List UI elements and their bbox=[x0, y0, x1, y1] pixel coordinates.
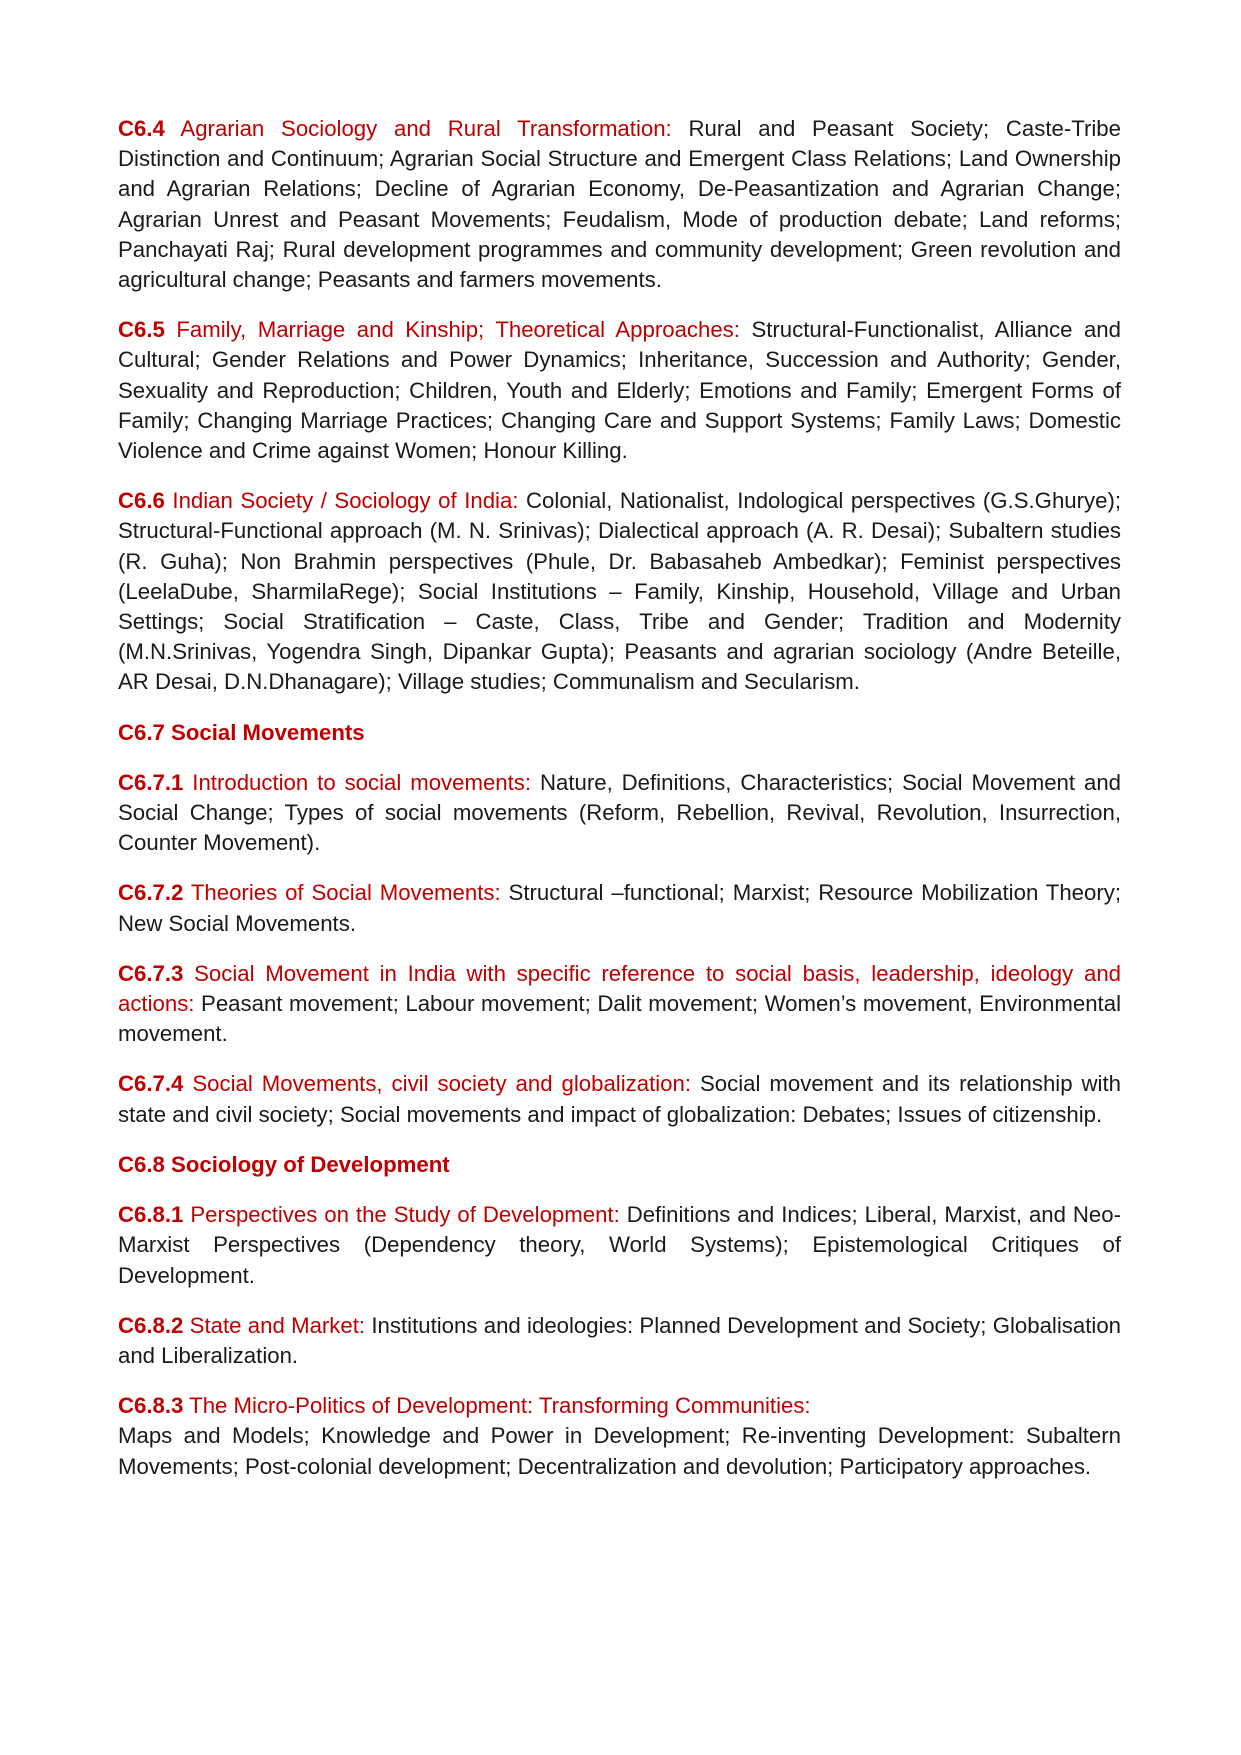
section-c6-8-3 bbox=[118, 1391, 1121, 1482]
section-title: State and Market: bbox=[183, 1312, 366, 1338]
section-body: Social movement and its relationship with state and civil society; Social movements and impact of globalization: Debates; Issues of citizenship. bbox=[118, 1071, 1121, 1127]
section-code: C6.7.2 bbox=[118, 880, 184, 906]
section-code: C6.8.1 bbox=[118, 1202, 184, 1228]
section-body: Maps and Models; Knowledge and Power in Development; Re-inventing Development: Subaltern Movements; Post-colonial development; Decentralization and devolution; Participatory approaches. bbox=[118, 1423, 1121, 1479]
section-code: C6.4 bbox=[118, 116, 165, 141]
section-body: Peasant movement; Labour movement; Dalit movement; Women’s movement, Environmental movement. bbox=[118, 991, 1121, 1047]
section-title: Theories of Social Movements: bbox=[183, 880, 501, 906]
section-code: C6.5 bbox=[118, 317, 165, 343]
section-title: Agrarian Sociology and Rural Transformation: bbox=[164, 116, 672, 141]
section-c6-7-1 bbox=[118, 768, 1121, 859]
section-body: Structural –functional; Marxist; Resource Mobilization Theory; New Social Movements. bbox=[118, 880, 1121, 936]
section-body: Colonial, Nationalist, Indological perspectives (G.S.Ghurye); Structural-Functional approach (M. N. Srinivas); Dialectical approach (A. R. Desai); Subaltern studies (R. Guha); Non Brahmin perspectives (Phule, Dr. Babasaheb Ambedkar); Feminist perspectives (LeelaDube, SharmilaRege); Social Institutions – Family, Kinship, Household, Village and Urban Settings; Social Stratification – Caste, Class, Tribe and Gender; Tradition and Modernity (M.N.Srinivas, Yogendra Singh, Dipankar Gupta); Peasants and agrarian sociology (Andre Beteille, AR Desai, D.N.Dhanagare); Village studies; Communalism and Secularism. bbox=[118, 488, 1121, 695]
section-code: C6.7.4 bbox=[118, 1071, 184, 1097]
section-body: Rural and Peasant Society; Caste-Tribe Distinction and Continuum; Agrarian Social Structure and Emergent Class Relations; Land Ownership and Agrarian Relations; Decline of Agrarian Economy, De-Peasantization and Agrarian Change; Agrarian Unrest and Peasant Movements; Feudalism, Mode of production debate; Land reforms; Panchayati Raj; Rural development programmes and community development; Green revolution and agricultural change; Peasants and farmers movements. bbox=[118, 116, 1121, 293]
section-body: Definitions and Indices; Liberal, Marxist, and Neo-Marxist Perspectives (Dependency theory, World Systems); Epistemological Critiques of Development. bbox=[118, 1202, 1121, 1288]
section-code: C6.7.1 bbox=[118, 769, 184, 795]
section-body: Institutions and ideologies: Planned Development and Society; Globalisation and Liberalization. bbox=[118, 1312, 1121, 1368]
section-c6-8-1 bbox=[118, 1200, 1121, 1291]
section-title: Indian Society / Sociology of India: bbox=[164, 488, 519, 514]
section-title: Family, Marriage and Kinship; Theoretical Approaches: bbox=[164, 317, 740, 343]
section-title: Introduction to social movements: bbox=[183, 769, 532, 795]
section-code: C6.8.2 bbox=[118, 1312, 184, 1338]
section-c6-4 bbox=[118, 114, 1121, 295]
section-code: C6.6 bbox=[118, 488, 165, 514]
section-c6-5 bbox=[118, 315, 1121, 466]
section-title: Social Movements, civil society and globalization: bbox=[183, 1071, 692, 1097]
section-c6-7-4 bbox=[118, 1069, 1121, 1129]
section-title: The Micro-Politics of Development: Transforming Communities: bbox=[183, 1393, 811, 1419]
section-body: Nature, Definitions, Characteristics; Social Movement and Social Change; Types of social movements (Reform, Rebellion, Revival, Revolution, Insurrection, Counter Movement). bbox=[118, 769, 1122, 856]
section-code: C6.8.3 bbox=[118, 1393, 184, 1419]
heading-c6-7: C6.7 Social Movements bbox=[118, 719, 365, 745]
section-code: C6.7.3 bbox=[118, 960, 184, 986]
heading-c6-8: C6.8 Sociology of Development bbox=[118, 1151, 450, 1177]
section-title: Social Movement in India with specific reference to social basis, leadership, ideology and actions: bbox=[118, 960, 1121, 1017]
section-c6-7-2 bbox=[118, 878, 1121, 938]
section-c6-6 bbox=[118, 486, 1121, 697]
section-c6-8-2 bbox=[118, 1311, 1121, 1371]
section-heading-line bbox=[118, 1391, 1121, 1421]
syllabus-page bbox=[118, 114, 1121, 1502]
section-title: Perspectives on the Study of Development: bbox=[183, 1202, 620, 1228]
section-body: Structural-Functionalist, Alliance and Cultural; Gender Relations and Power Dynamics; Inheritance, Succession and Authority; Gender, Sexuality and Reproduction; Children, Youth and Elderly; Emotions and Family; Emergent Forms of Family; Changing Marriage Practices; Changing Care and Support Systems; Family Laws; Domestic Violence and Crime against Women; Honour Killing. bbox=[118, 317, 1121, 464]
section-c6-7-3 bbox=[118, 959, 1121, 1050]
